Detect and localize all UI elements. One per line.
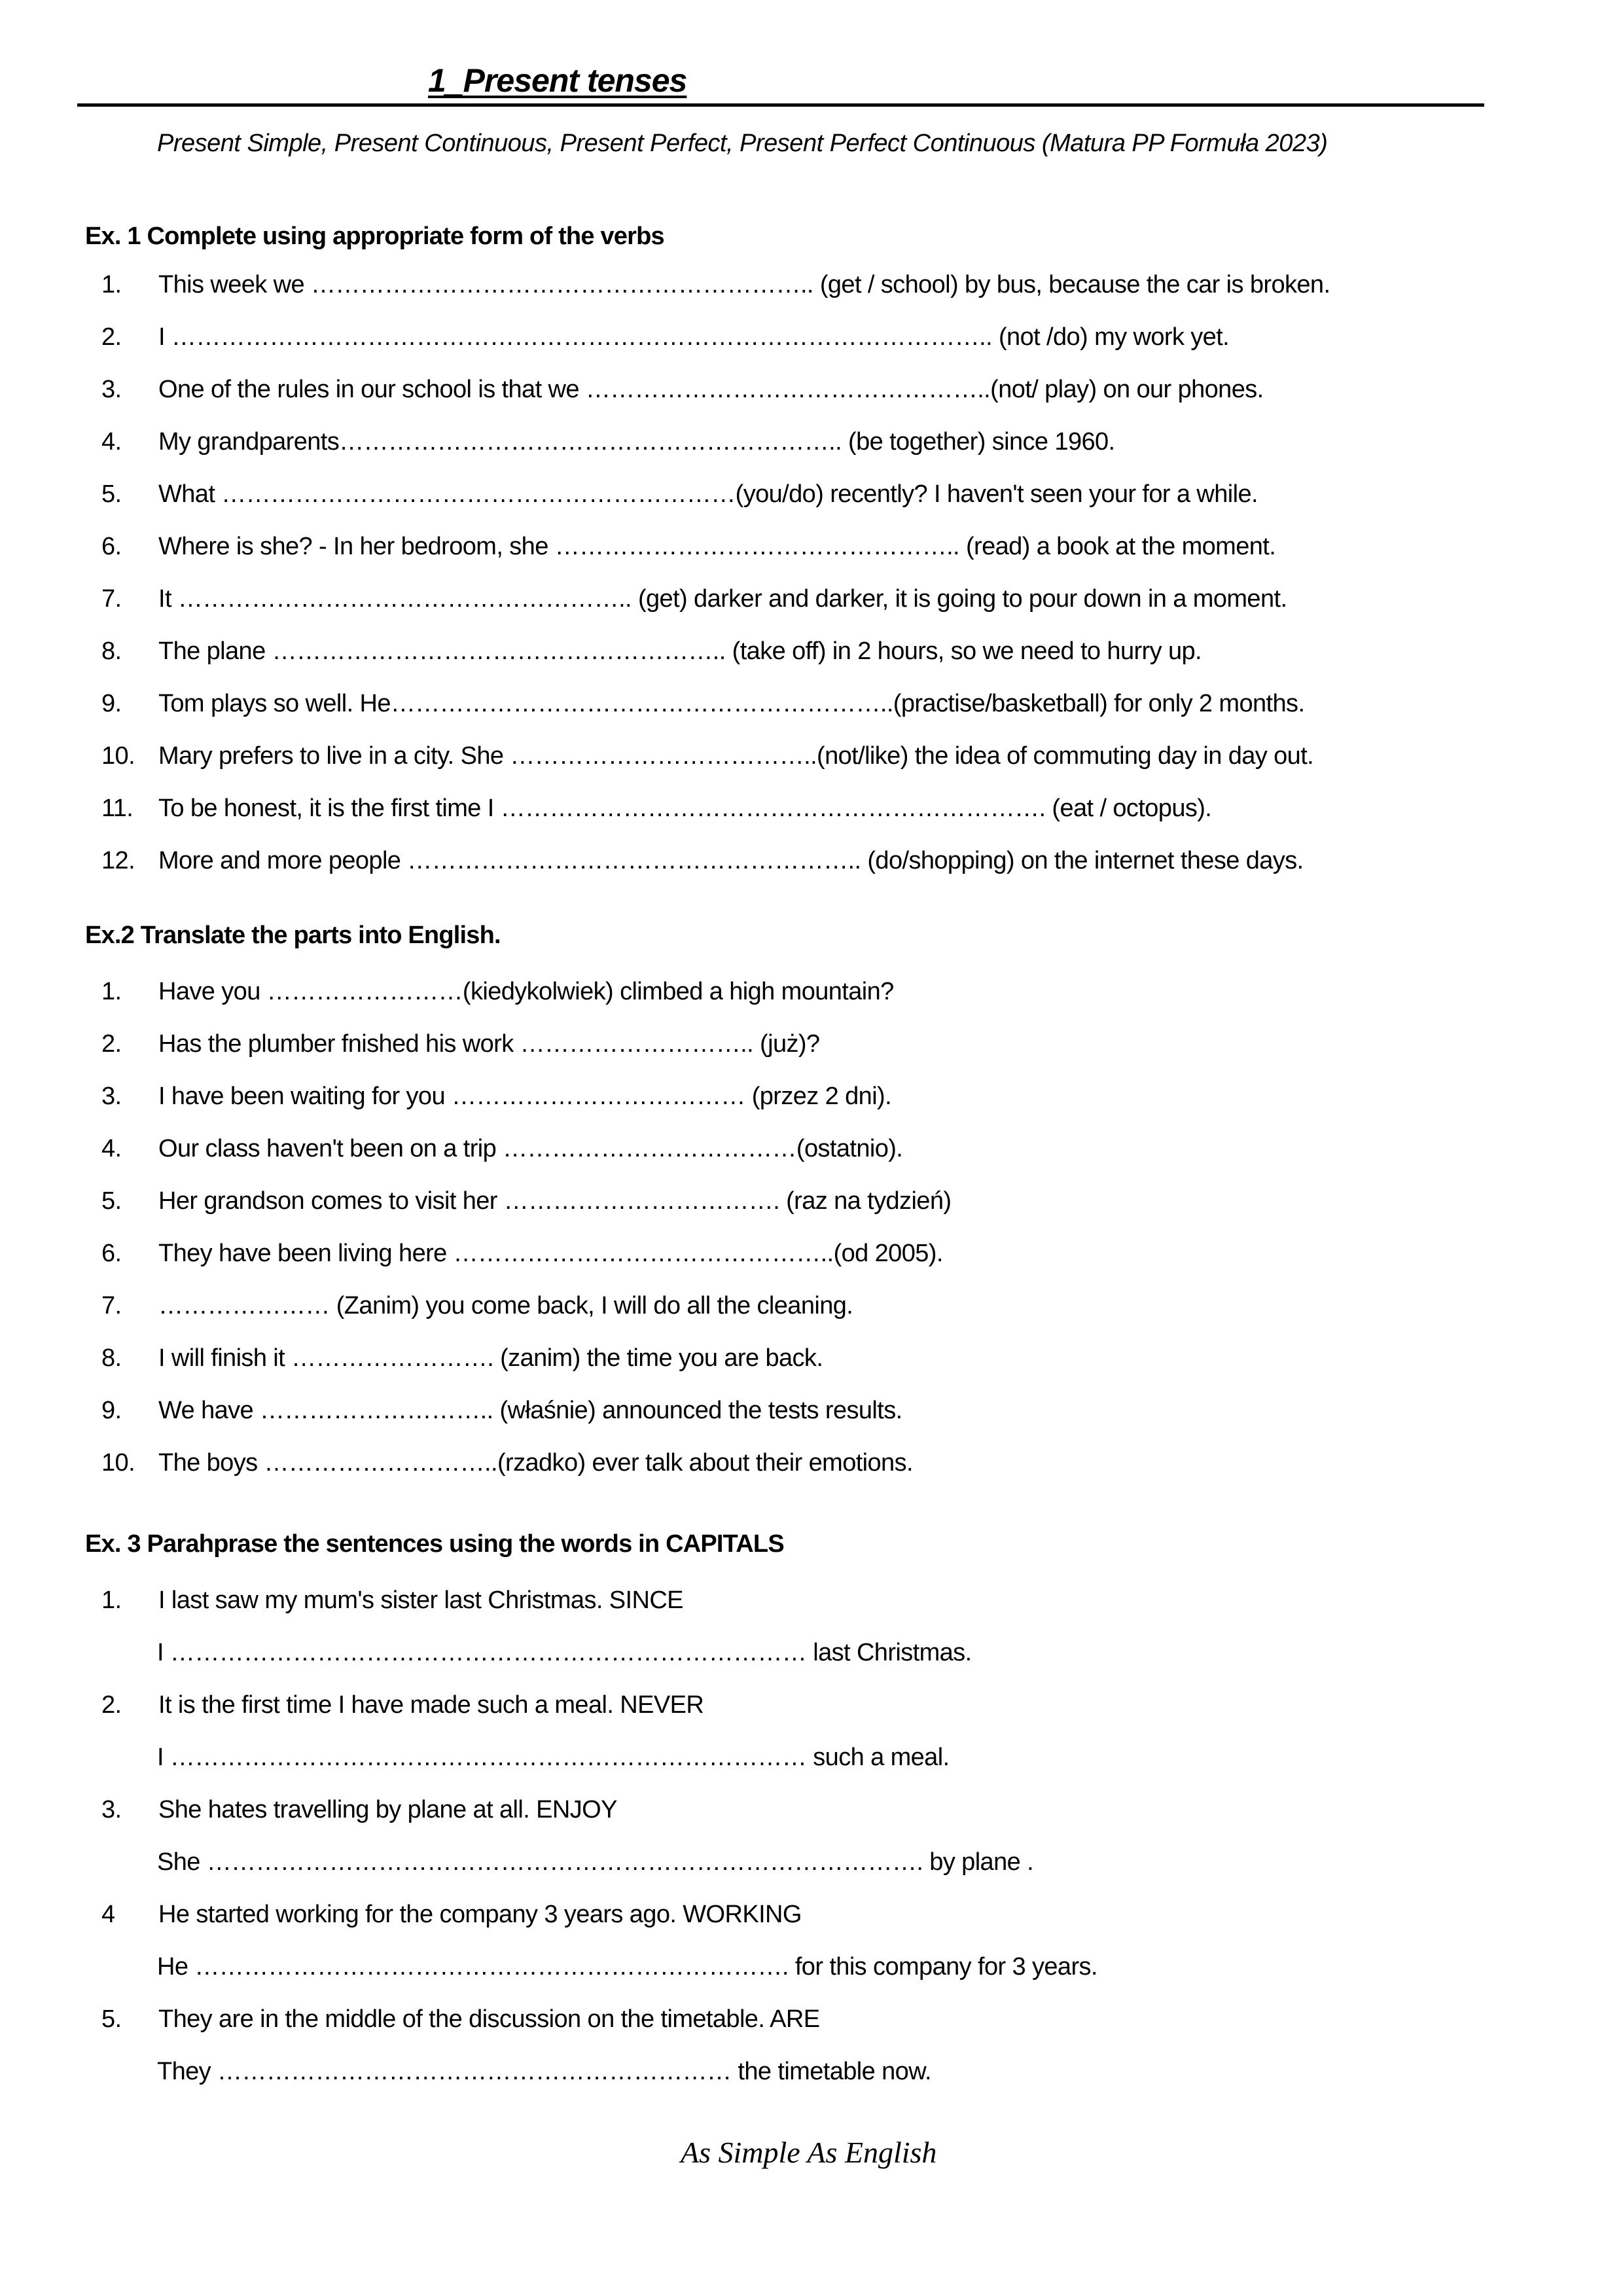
page-title: 1_Present tenses [424,60,690,101]
item-number: 4 [101,1901,115,1928]
footer-brand: As Simple As English [681,2136,937,2169]
exercise-3-heading: Ex. 3 Parahprase the sentences using the words in CAPITALS [85,1530,784,1558]
item-number: 5. [101,480,122,508]
exercise-item [101,740,1313,772]
exercise-item [101,2003,820,2036]
item-number: 7. [101,585,122,613]
item-text: The boys ………………………..(rzadko) ever talk about their emotions. [158,1449,913,1477]
item-number: 4. [101,428,122,456]
item-number: 8. [101,637,122,665]
exercise-item [101,425,1115,458]
exercise-item [101,1689,704,1721]
item-text: ………………… (Zanim) you come back, I will do all the cleaning. [158,1292,853,1319]
answer-line[interactable]: He ………………………………………………………………. for this company for 3 years. [157,1953,1097,1981]
exercise-item [101,1080,891,1113]
item-number: 2. [101,1691,122,1719]
item-text: It ……………………………………………….. (get) darker and darker, it is going to pour down in a moment. [158,585,1287,613]
item-text: Have you ……………………(kiedykolwiek) climbed a high mountain? [158,978,894,1005]
item-text: To be honest, it is the first time I …………………………………………………………. (eat / octopus). [158,795,1212,822]
exercise-2-heading: Ex.2 Translate the parts into English. [85,922,501,949]
item-text: This week we …………………………………………………….. (get / school) by bus, because the car is broken. [158,271,1330,298]
item-number: 3. [101,1083,122,1110]
item-text: It is the first time I have made such a meal. NEVER [158,1691,704,1719]
exercise-item [101,373,1264,406]
exercise-item [101,1898,802,1931]
exercise-item [101,1237,943,1270]
item-number: 6. [101,533,122,560]
exercise-item [101,1584,683,1617]
exercise-item [101,1793,617,1826]
exercise-item [101,268,1330,301]
exercise-item [101,321,1229,353]
item-number: 3. [101,376,122,403]
item-number: 5. [101,1187,122,1215]
exercise-item [101,975,894,1008]
item-text: Her grandson comes to visit her ……………………………. (raz na tydzień) [158,1187,952,1215]
item-number: 9. [101,690,122,717]
exercise-item [101,1132,902,1165]
item-text: They have been living here ………………………………………..(od 2005). [158,1240,943,1267]
exercise-item [101,1028,819,1060]
item-text: I last saw my mum's sister last Christmas. SINCE [158,1587,683,1614]
exercise-item [101,635,1202,668]
page-subtitle: Present Simple, Present Continuous, Present Perfect, Present Perfect Continuous (Matura PP Formuła 2023) [157,130,1328,157]
item-number: 11. [101,795,134,822]
exercise-1-heading: Ex. 1 Complete using appropriate form of the verbs [85,223,664,250]
answer-line[interactable]: I …………………………………………………………………… last Christmas. [157,1639,972,1666]
item-text: He started working for the company 3 years ago. WORKING [158,1901,802,1928]
item-text: She hates travelling by plane at all. ENJOY [158,1796,617,1823]
answer-line[interactable]: I …………………………………………………………………… such a meal. [157,1744,950,1771]
item-number: 1. [101,271,122,298]
answer-line[interactable]: She ……………………………………………………………………………. by plane . [157,1848,1034,1876]
item-text: We have ……………………….. (właśnie) announced the tests results. [158,1397,902,1424]
item-text: They are in the middle of the discussion on the timetable. ARE [158,2005,820,2033]
item-number: 8. [101,1344,122,1372]
item-text: Where is she? - In her bedroom, she ………………………………………….. (read) a book at the moment. [158,533,1276,560]
item-number: 2. [101,1030,122,1058]
item-number: 6. [101,1240,122,1267]
item-number: 12. [101,847,135,874]
item-text: What ………………………………………………………(you/do) recently? I haven't seen your for a while. [158,480,1258,508]
item-text: I will finish it ……………………. (zanim) the time you are back. [158,1344,823,1372]
item-text: Has the plumber fnished his work ……………………….. (już)? [158,1030,820,1058]
item-number: 9. [101,1397,122,1424]
item-text: One of the rules in our school is that we …………………………………………..(not/ play) on our phones. [158,376,1264,403]
exercise-item [101,1394,902,1427]
item-text: My grandparents…………………………………………………….. (be together) since 1960. [158,428,1115,456]
exercise-item [101,792,1211,825]
item-number: 5. [101,2005,122,2033]
exercise-item [101,687,1304,720]
exercise-item [101,1446,913,1479]
title-rule [77,58,1484,107]
item-number: 4. [101,1135,122,1162]
item-text: The plane ……………………………………………….. (take off) in 2 hours, so we need to hurry up. [158,637,1202,665]
item-number: 3. [101,1796,122,1823]
item-number: 10. [101,742,135,770]
item-text: I have been waiting for you ……………………………… (przez 2 dni). [158,1083,892,1110]
item-number: 2. [101,323,122,351]
exercise-item [101,844,1304,877]
item-text: Our class haven't been on a trip ………………………………(ostatnio). [158,1135,903,1162]
item-text: Mary prefers to live in a city. She ………………………………..(not/like) the idea of commuting day in day out. [158,742,1314,770]
item-number: 7. [101,1292,122,1319]
exercise-item [101,530,1275,563]
exercise-item [101,1289,853,1322]
item-number: 10. [101,1449,135,1477]
item-text: Tom plays so well. He……………………………………………………..(practise/basketball) for only 2 months. [158,690,1305,717]
exercise-item [101,1185,951,1217]
exercise-item [101,478,1258,511]
item-number: 1. [101,1587,122,1614]
exercise-item [101,583,1287,615]
answer-line[interactable]: They ……………………………………………………… the timetable now. [157,2058,931,2085]
item-text: I ……………………………………………………………………………………….. (not /do) my work yet. [158,323,1230,351]
item-number: 1. [101,978,122,1005]
exercise-item [101,1342,823,1374]
item-text: More and more people ……………………………………………….. (do/shopping) on the internet these days. [158,847,1304,874]
